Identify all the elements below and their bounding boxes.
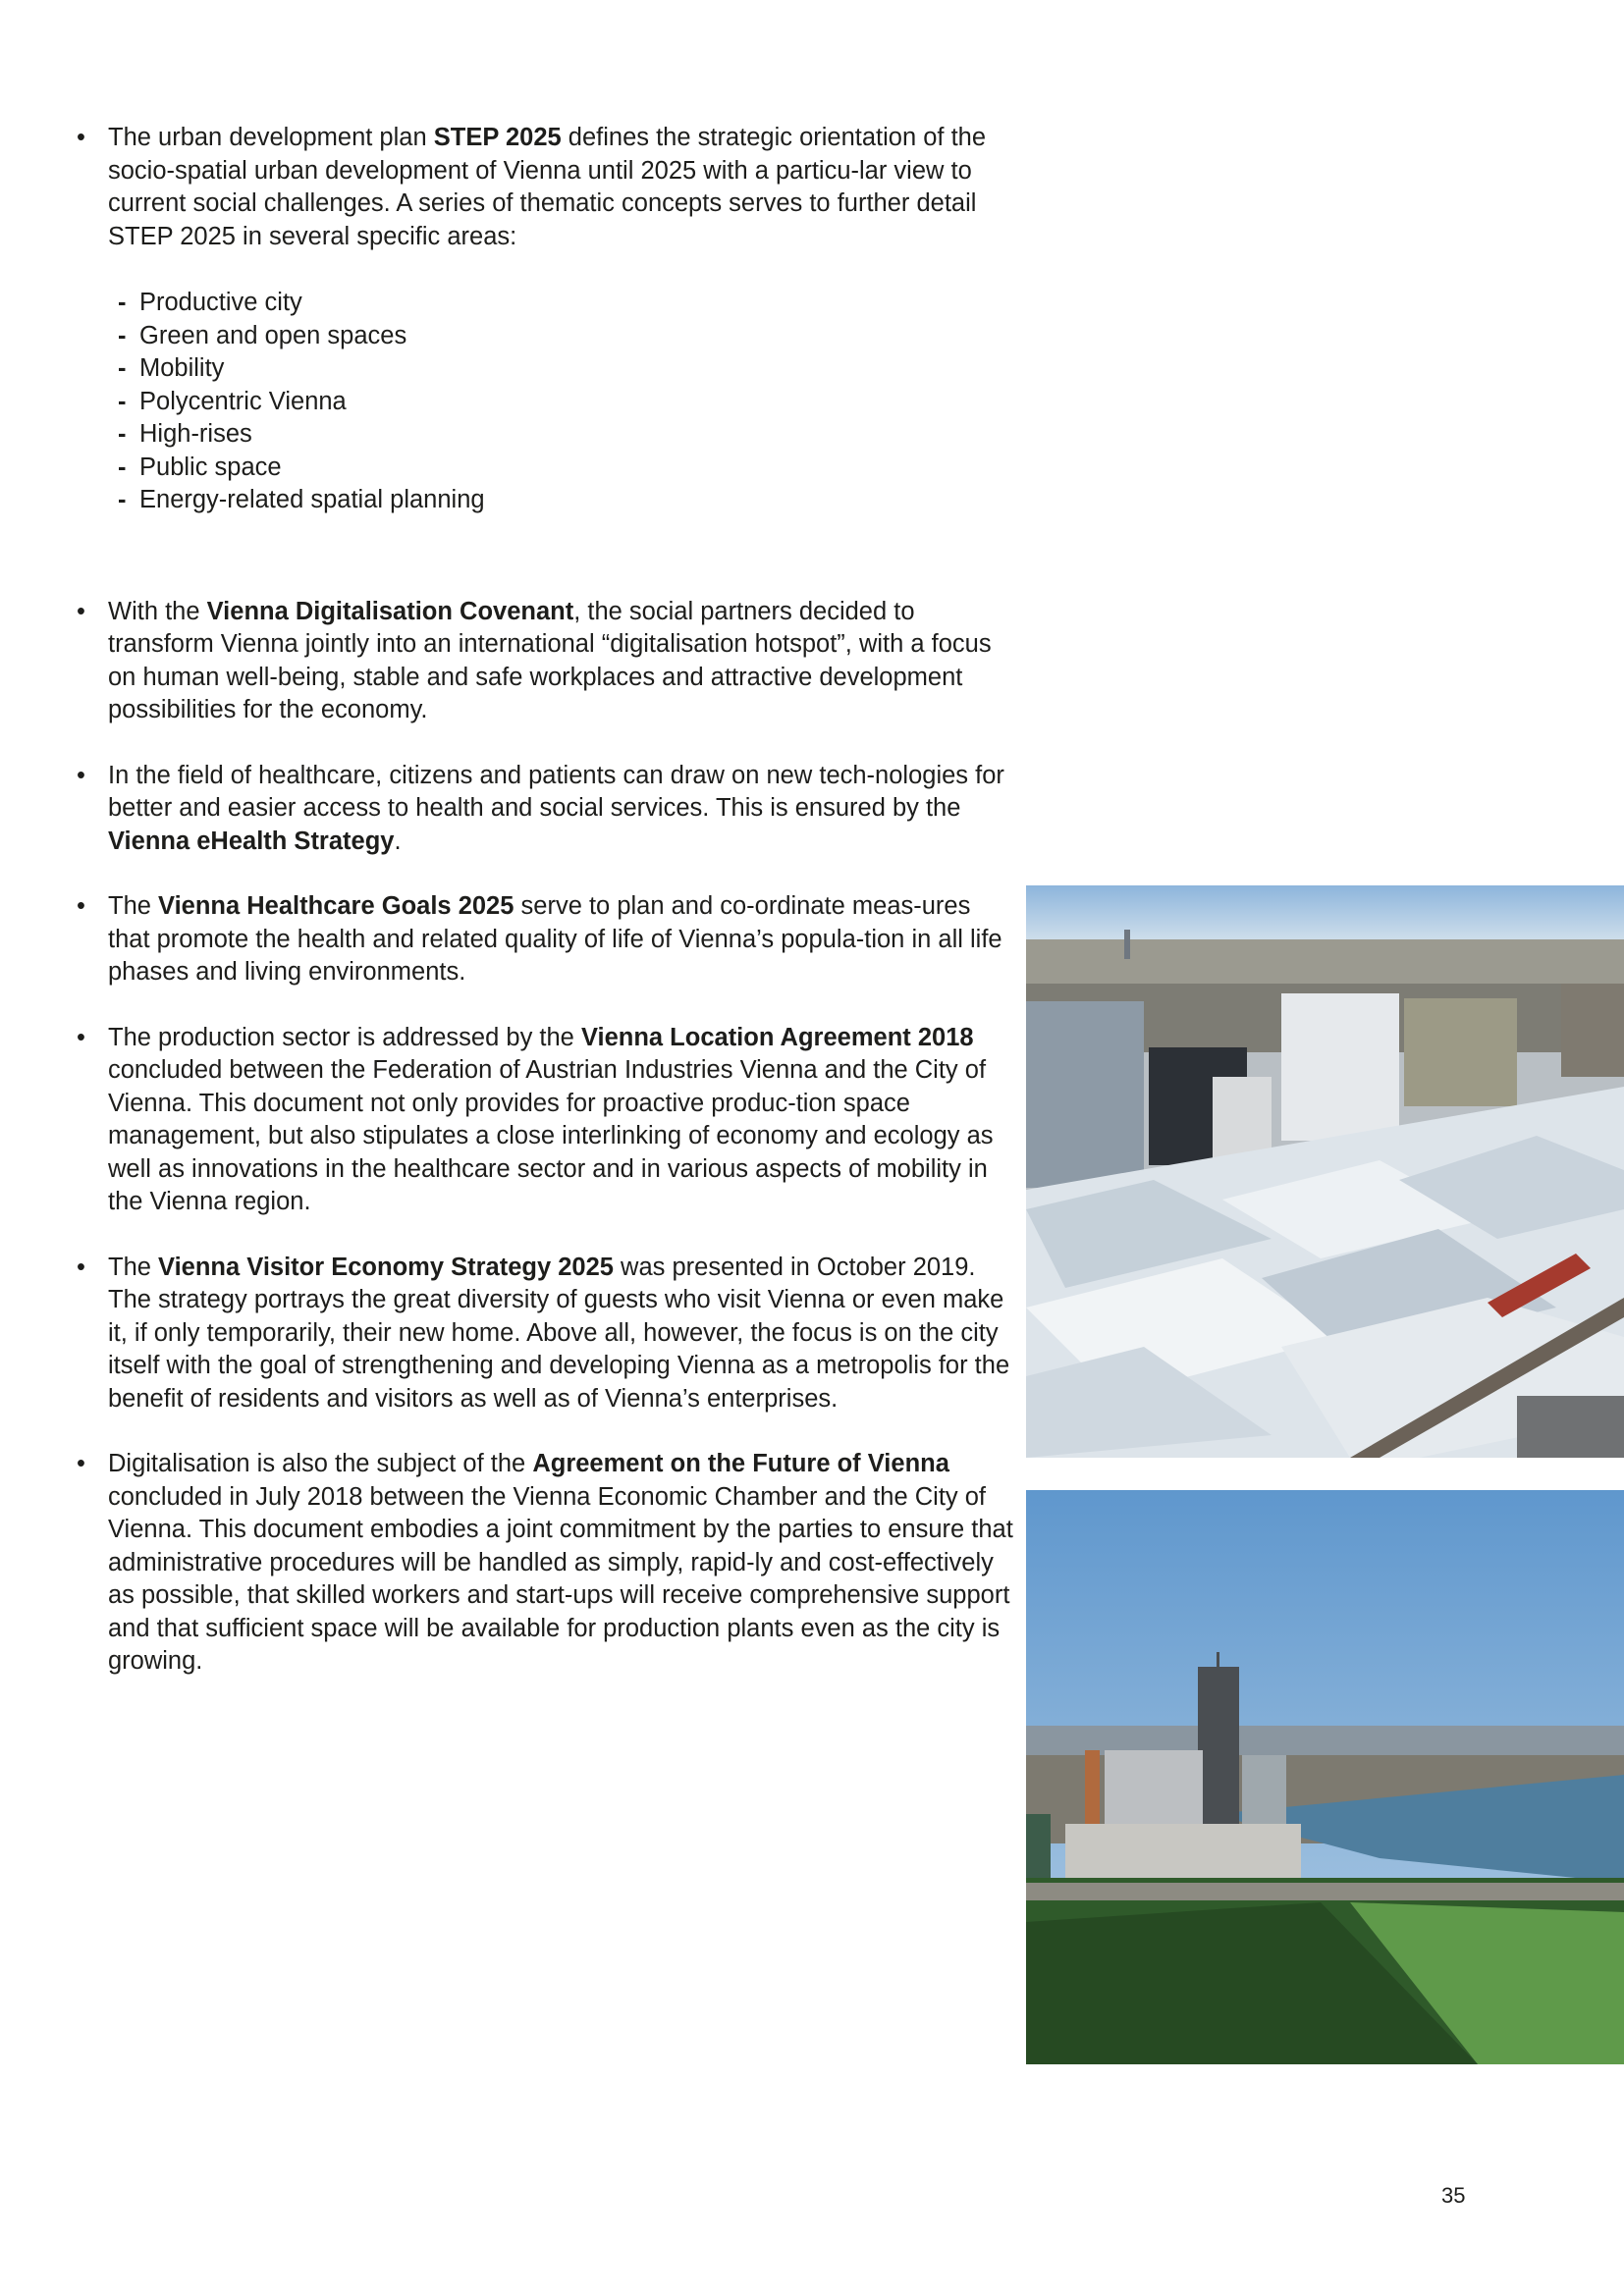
item-paragraph: • With the Vienna Digitalisation Covenant, the social partners decided to transform Vienna jointly into an international “digitalisation hotspot”, with a focus on human well-being, stable and safe workplaces and attractive development possibilities for the economy. <box>108 597 992 723</box>
list-item <box>73 890 1015 989</box>
list-item <box>73 122 1015 517</box>
list-item: - High-rises <box>108 418 1015 452</box>
list-item: - Mobility <box>108 352 1015 386</box>
item-paragraph: • The Vienna Healthcare Goals 2025 serve to plan and co-ordinate meas-ures that promote the health and related quality of life of Vienna’s popula-tion in all life phases and living environments. <box>108 892 1002 986</box>
list-item: - Public space <box>108 452 1015 485</box>
station-roof-illustration <box>1026 885 1624 1458</box>
list-item: - Polycentric Vienna <box>108 386 1015 419</box>
station-roof-photo <box>1026 885 1624 1458</box>
list-item <box>73 596 1015 727</box>
item-paragraph: • The urban development plan STEP 2025 defines the strategic orientation of the socio-spatial urban development of Vienna until 2025 with a particu-lar view to current social challenges. A series of thematic concepts serves to further detail STEP 2025 in several specific areas: <box>108 124 987 250</box>
list-item: - Productive city <box>108 287 1015 320</box>
list-item <box>73 1022 1015 1219</box>
list-item <box>73 1252 1015 1416</box>
step-areas-list <box>108 287 1015 517</box>
danube-city-illustration <box>1026 1490 1624 2064</box>
text-column <box>73 122 1015 1679</box>
page-number: 35 <box>1441 2183 1466 2208</box>
list-item <box>73 1448 1015 1679</box>
list-item: - Energy-related spatial planning <box>108 484 1015 517</box>
item-paragraph: • In the field of healthcare, citizens and patients can draw on new tech-nologies for better and easier access to health and social services. This is ensured by the Vienna eHealth Strategy. <box>108 761 1004 855</box>
item-paragraph: • The production sector is addressed by the Vienna Location Agreement 2018 concluded between the Federation of Austrian Industries Vienna and the City of Vienna. This document not only provides for proactive produc-tion space management, but also stipulates a close interlinking of economy and ecology as well as innovations in the healthcare sector and in various aspects of mobility in the Vienna region. <box>108 1023 994 1215</box>
list-item: - Green and open spaces <box>108 320 1015 353</box>
item-paragraph: • The Vienna Visitor Economy Strategy 2025 was presented in October 2019. The strategy portrays the great diversity of guests who visit Vienna or even make it, if only temporarily, their new home. Above all, however, the focus is on the city itself with the goal of strengthening and developing Vienna as a metropolis for the benefit of residents and visitors as well as of Vienna’s enterprises. <box>108 1253 1010 1413</box>
list-item <box>73 760 1015 859</box>
item-paragraph: • Digitalisation is also the subject of the Agreement on the Future of Vienna concluded in July 2018 between the Vienna Economic Chamber and the City of Vienna. This document embodies a joint commitment by the parties to ensure that administrative procedures will be handled as simply, rapid-ly and cost-effectively as possible, that skilled workers and start-ups will receive comprehensive support and that sufficient space will be available for production plants even as the city is growing. <box>108 1450 1013 1675</box>
danube-city-photo <box>1026 1490 1624 2064</box>
